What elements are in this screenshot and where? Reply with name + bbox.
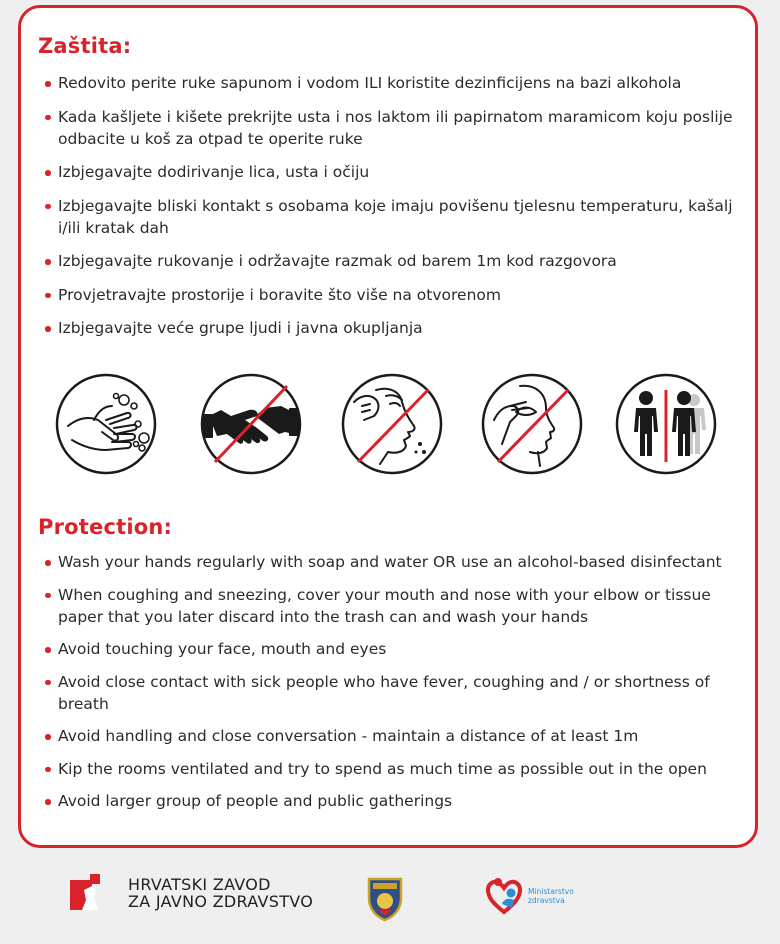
ministry-name-line1: Ministarstvo: [528, 887, 574, 896]
list-item: Redovito perite ruke sapunom i vodom ILI koristite dezinficijens na bazi alkohola: [58, 72, 738, 94]
ministry-name-line2: zdravstva: [528, 896, 565, 905]
croatian-bullet-list: [58, 72, 738, 351]
list-item: Avoid touching your face, mouth and eyes: [58, 638, 738, 660]
croatian-heading: Zaštita:: [38, 34, 132, 58]
institute-name-line2: ZA JAVNO ZDRAVSTVO: [128, 892, 314, 911]
list-item: Izbjegavajte dodirivanje lica, usta i očiju: [58, 161, 738, 183]
institute-name: [128, 876, 313, 910]
list-item: Izbjegavajte rukovanje i održavajte razmak od barem 1m kod razgovora: [58, 250, 738, 272]
list-item: Izbjegavajte veće grupe ljudi i javna okupljanja: [58, 317, 738, 339]
handshake-icon: [199, 372, 303, 476]
list-item: Avoid larger group of people and public gatherings: [58, 790, 738, 812]
pictogram-row: [54, 372, 734, 484]
civil-protection-crest: [366, 876, 404, 922]
list-item: Kip the rooms ventilated and try to spend as much time as possible out in the open: [58, 758, 738, 780]
list-item: Avoid close contact with sick people who have fever, coughing and / or shortness of breath: [58, 671, 738, 715]
list-item: When coughing and sneezing, cover your mouth and nose with your elbow or tissue paper that you later discard into the trash can and wash your hands: [58, 584, 738, 628]
ministry-logo: [484, 876, 524, 916]
footer: [0, 860, 780, 944]
english-heading: Protection:: [38, 515, 173, 539]
list-item: Izbjegavajte bliski kontakt s osobama koje imaju povišenu tjelesnu temperaturu, kašalj i/ili kratak dah: [58, 195, 738, 239]
institute-name-line1: HRVATSKI ZAVOD: [128, 875, 271, 894]
ministry-name: [528, 887, 574, 905]
eye-touching-icon: [480, 372, 584, 476]
english-bullet-list: [58, 551, 738, 823]
list-item: Avoid handling and close conversation - maintain a distance of at least 1m: [58, 725, 738, 747]
face-touching-icon: [340, 372, 444, 476]
institute-logo: [70, 874, 104, 912]
list-item: Wash your hands regularly with soap and water OR use an alcohol-based disinfectant: [58, 551, 738, 573]
list-item: Kada kašljete i kišete prekrijte usta i nos laktom ili papirnatom maramicom koju poslije odbacite u koš za otpad te operite ruke: [58, 106, 738, 150]
social-distance-icon: [614, 372, 718, 476]
list-item: Provjetravajte prostorije i boravite što više na otvorenom: [58, 284, 738, 306]
hand-washing-icon: [54, 372, 158, 476]
